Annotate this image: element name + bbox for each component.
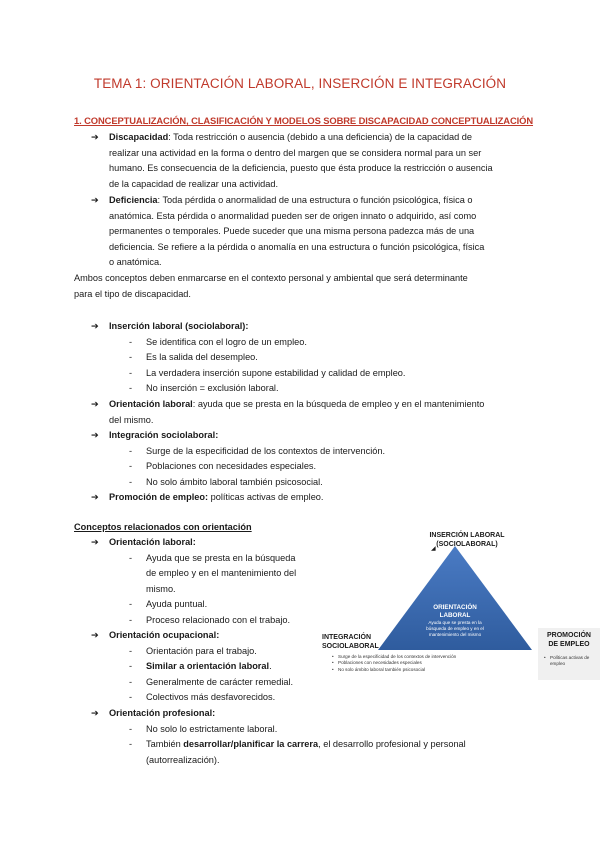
discapacidad-line-2: realizar una actividad en la forma o dentro del margen que se considera normal para un ser [109, 147, 482, 158]
diagram-top-label: INSERCIÓN LABORAL (SOCIOLABORAL) [429, 532, 505, 548]
list-item: - Proceso relacionado con el trabajo. [129, 614, 291, 625]
orientation-triangle-diagram [312, 528, 600, 688]
orientacion-laboral-list [129, 551, 329, 629]
integracion-list [129, 444, 385, 491]
arrow-bullet-icon: ➔ [91, 195, 99, 205]
arrow-bullet-icon: ➔ [91, 537, 99, 547]
definition-deficiencia [91, 193, 531, 271]
diagram-left-label: INTEGRACIÓN SOCIOLABORAL [322, 634, 379, 650]
term-discapacidad: Discapacidad [109, 132, 169, 142]
list-item: - Generalmente de carácter remedial. [129, 676, 294, 687]
list-item: - Ayuda que se presta en la búsqueda de empleo y en el mantenimiento del mismo. [129, 552, 297, 594]
list-item: - Es la salida del desempleo. [129, 352, 258, 363]
list-item: - No solo lo estrictamente laboral. [129, 723, 278, 734]
integracion-heading: ➔ Integración sociolaboral: [91, 428, 218, 444]
diagram-right-items: • Políticas activas de empleo [544, 655, 598, 668]
page-title: TEMA 1: ORIENTACIÓN LABORAL, INSERCIÓN E INTEGRACIÓN [93, 76, 507, 91]
term-deficiencia: Deficiencia [109, 195, 158, 205]
ambos-paragraph: Ambos conceptos deben enmarcarse en el contexto personal y ambiental que será determinante para el tipo de discapacidad. [74, 273, 468, 299]
arrow-bullet-icon: ➔ [91, 492, 99, 502]
arrow-bullet-icon: ➔ [91, 430, 99, 440]
triangle-center-text: ORIENTACIÓN LABORAL Ayuda que se presta en la búsqueda de empleo y en el mantenimiento del mismo [426, 604, 484, 637]
deficiencia-line-5: o anatómica. [109, 257, 162, 268]
conceptos-heading: Conceptos relacionados con orientación [74, 522, 252, 532]
list-item: - Colectivos más desfavorecidos. [129, 692, 276, 703]
promocion-empleo: ➔ Promoción de empleo: políticas activas de empleo. [91, 490, 323, 506]
list-item: - Orientación para el trabajo. [129, 645, 257, 656]
insercion-laboral-heading: ➔ Inserción laboral (sociolaboral): [91, 319, 248, 335]
orientacion-laboral-definition: ➔ Orientación laboral: ayuda que se presta en la búsqueda de empleo y en el mantenimiento del mismo. [91, 399, 485, 425]
deficiencia-line-4: deficiencia. Se refiere a la pérdida o anomalía en una estructura o función psicológica, física [109, 241, 485, 252]
orientacion-profesional-heading: ➔ Orientación profesional: [91, 706, 215, 722]
discapacidad-line-3: humano. Es consecuencia de la deficiencia, puesto que ésta produce la restricción o ausencia [109, 163, 493, 174]
list-item: - Se identifica con el logro de un empleo. [129, 336, 307, 347]
list-item: - Surge de la especificidad de los contextos de intervención. [129, 445, 386, 456]
list-item: - Poblaciones con necesidades especiales. [129, 461, 317, 472]
list-item: - Ayuda puntual. [129, 599, 208, 610]
arrow-bullet-icon: ➔ [91, 708, 99, 718]
orientacion-laboral-heading: ➔ Orientación laboral: [91, 535, 196, 551]
arrow-bullet-icon: ➔ [91, 321, 99, 331]
arrow-bullet-icon: ➔ [91, 399, 99, 409]
diagram-left-items: • Surge de la especificidad de los contextos de intervención • Poblaciones con necesidades especiales • No solo ámbito laboral también psicosocial [332, 654, 482, 673]
list-item: - La verdadera inserción supone estabilidad y calidad de empleo. [129, 367, 406, 378]
arrow-bullet-icon: ➔ [91, 630, 99, 640]
list-item: - No inserción = exclusión laboral. [129, 383, 279, 394]
orientacion-profesional-list [129, 722, 529, 769]
arrow-bullet-icon: ➔ [91, 132, 99, 142]
insercion-list [129, 335, 405, 397]
svg-text:◢: ◢ [431, 545, 436, 552]
deficiencia-line-3: permanentes o temporales. Puede suceder que una misma persona padezca más de una [109, 226, 475, 237]
orientacion-ocupacional-heading: ➔ Orientación ocupacional: [91, 628, 219, 644]
orientacion-ocupacional-list [129, 644, 293, 706]
discapacidad-line-4: de la capacidad de realizar una actividad. [109, 178, 279, 189]
deficiencia-line-1: Deficiencia: Toda pérdida o anormalidad de una estructura o función psicológica, física o [109, 195, 473, 205]
section-heading-conceptualizacion: 1. CONCEPTUALIZACIÓN, CLASIFICACIÓN Y MODELOS SOBRE DISCAPACIDAD CONCEPTUALIZACIÓN [74, 115, 534, 126]
list-item: - Similar a orientación laboral. [129, 661, 272, 672]
discapacidad-line-1: Discapacidad: Toda restricción o ausencia (debido a una deficiencia) de la capacidad de [109, 132, 472, 142]
list-item: - También desarrollar/planificar la carrera, el desarrollo profesional y personal (autorrealización). [129, 739, 466, 765]
list-item: - No solo ámbito laboral también psicosocial. [129, 476, 323, 487]
deficiencia-line-2: anatómica. Esta pérdida o anormalidad pueden ser de origen innato o adquirido, así como [109, 210, 477, 221]
diagram-right-label: PROMOCIÓN DE EMPLEO [547, 632, 591, 648]
definition-discapacidad [91, 130, 531, 192]
